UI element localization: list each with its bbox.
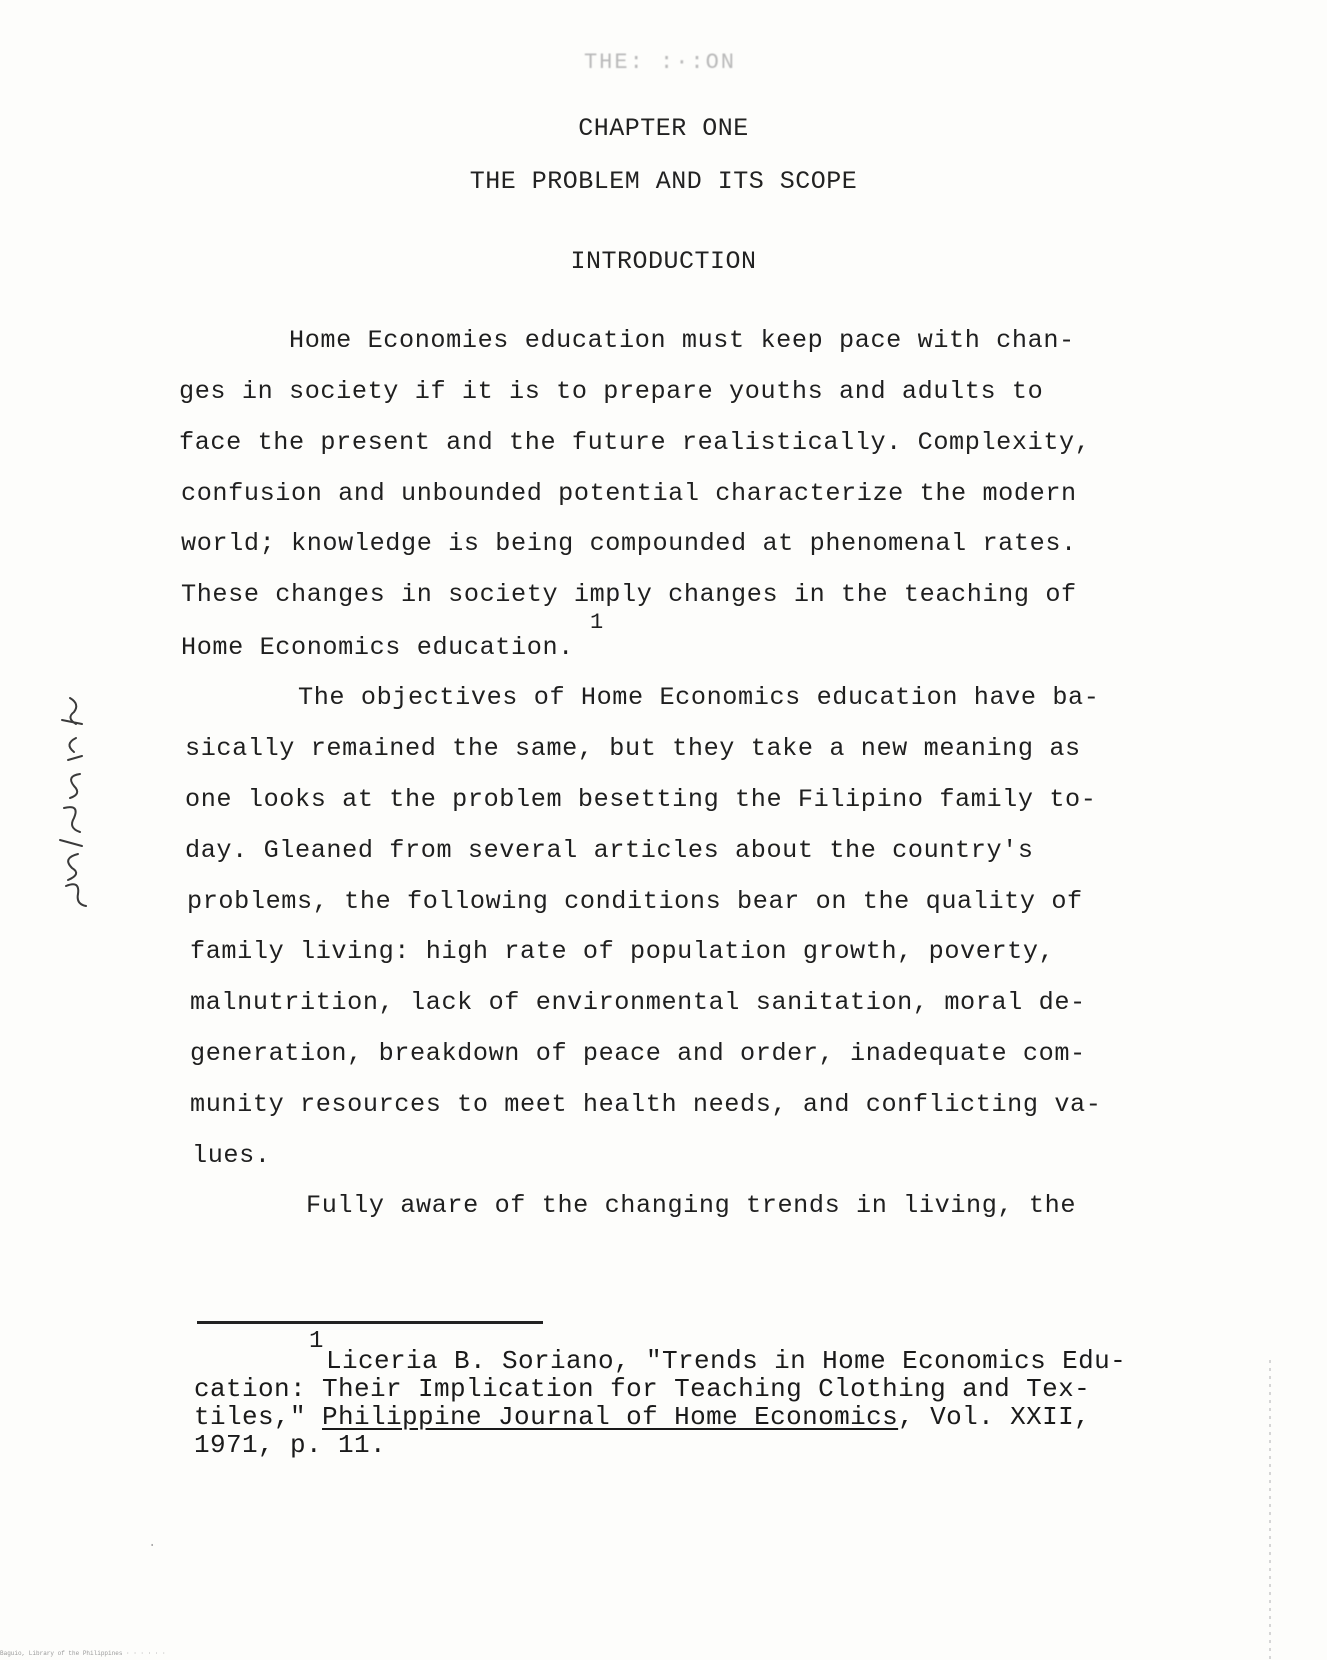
section-heading: INTRODUCTION xyxy=(570,247,757,276)
footnote-line: cation: Their Implication for Teaching Clothing and Tex- xyxy=(194,1374,1091,1404)
paragraph-1-line: confusion and unbounded potential characterize the modern xyxy=(181,479,1077,508)
faded-stamp: THE: :·:ON xyxy=(583,50,737,75)
paragraph-2-line: The objectives of Home Economics education have ba- xyxy=(298,683,1100,712)
paragraph-1-line: ges in society if it is to prepare youths and adults to xyxy=(179,377,1044,406)
handwritten-note-icon xyxy=(40,690,100,920)
footnote-line: 1971, p. 11. xyxy=(194,1430,387,1460)
paragraph-2-line: malnutrition, lack of environmental sanitation, moral de- xyxy=(190,988,1086,1017)
paragraph-2-line: generation, breakdown of peace and order, inadequate com- xyxy=(190,1039,1086,1068)
paragraph-2-line: one looks at the problem besetting the Filipino family to- xyxy=(185,785,1097,814)
paragraph-2-line: problems, the following conditions bear on the quality of xyxy=(187,887,1083,916)
chapter-heading: CHAPTER ONE xyxy=(578,114,749,143)
footnote-number: 1 xyxy=(309,1328,324,1355)
paragraph-2-line: day. Gleaned from several articles about the country's xyxy=(185,836,1034,865)
footnote-line xyxy=(194,1402,1090,1432)
paragraph-1-line: These changes in society imply changes in the teaching of xyxy=(181,580,1077,609)
paragraph-3-line: Fully aware of the changing trends in living, the xyxy=(306,1191,1077,1220)
paragraph-2-line: sically remained the same, but they take a new meaning as xyxy=(185,734,1081,763)
footnote-divider xyxy=(197,1321,543,1324)
chapter-title: THE PROBLEM AND ITS SCOPE xyxy=(469,167,858,196)
footnote-line3-suffix: , Vol. XXII, xyxy=(898,1402,1091,1432)
paragraph-1-line: Home Economies education must keep pace with chan- xyxy=(289,326,1075,355)
scan-edge-artifact-icon xyxy=(1268,1360,1272,1660)
paragraph-1-line: world; knowledge is being compounded at phenomenal rates. xyxy=(181,529,1077,558)
paragraph-1-line: face the present and the future realistically. Complexity, xyxy=(179,428,1091,457)
paragraph-1-line: Home Economics education. xyxy=(181,633,574,662)
stray-mark: · xyxy=(148,1538,157,1554)
footnote-line: Liceria B. Soriano, "Trends in Home Economics Edu- xyxy=(326,1346,1127,1376)
footnote-line3-prefix: tiles," xyxy=(194,1402,323,1432)
paragraph-2-line: lues. xyxy=(192,1141,271,1170)
paragraph-2-line: family living: high rate of population growth, poverty, xyxy=(190,937,1055,966)
footnote-reference: 1 xyxy=(590,610,604,635)
paragraph-2-line: munity resources to meet health needs, and conflicting va- xyxy=(190,1090,1102,1119)
scan-imprint: Baguio, Library of the Philippines · · · · · · xyxy=(0,1650,166,1657)
journal-title: Philippine Journal of Home Economics xyxy=(322,1402,899,1432)
